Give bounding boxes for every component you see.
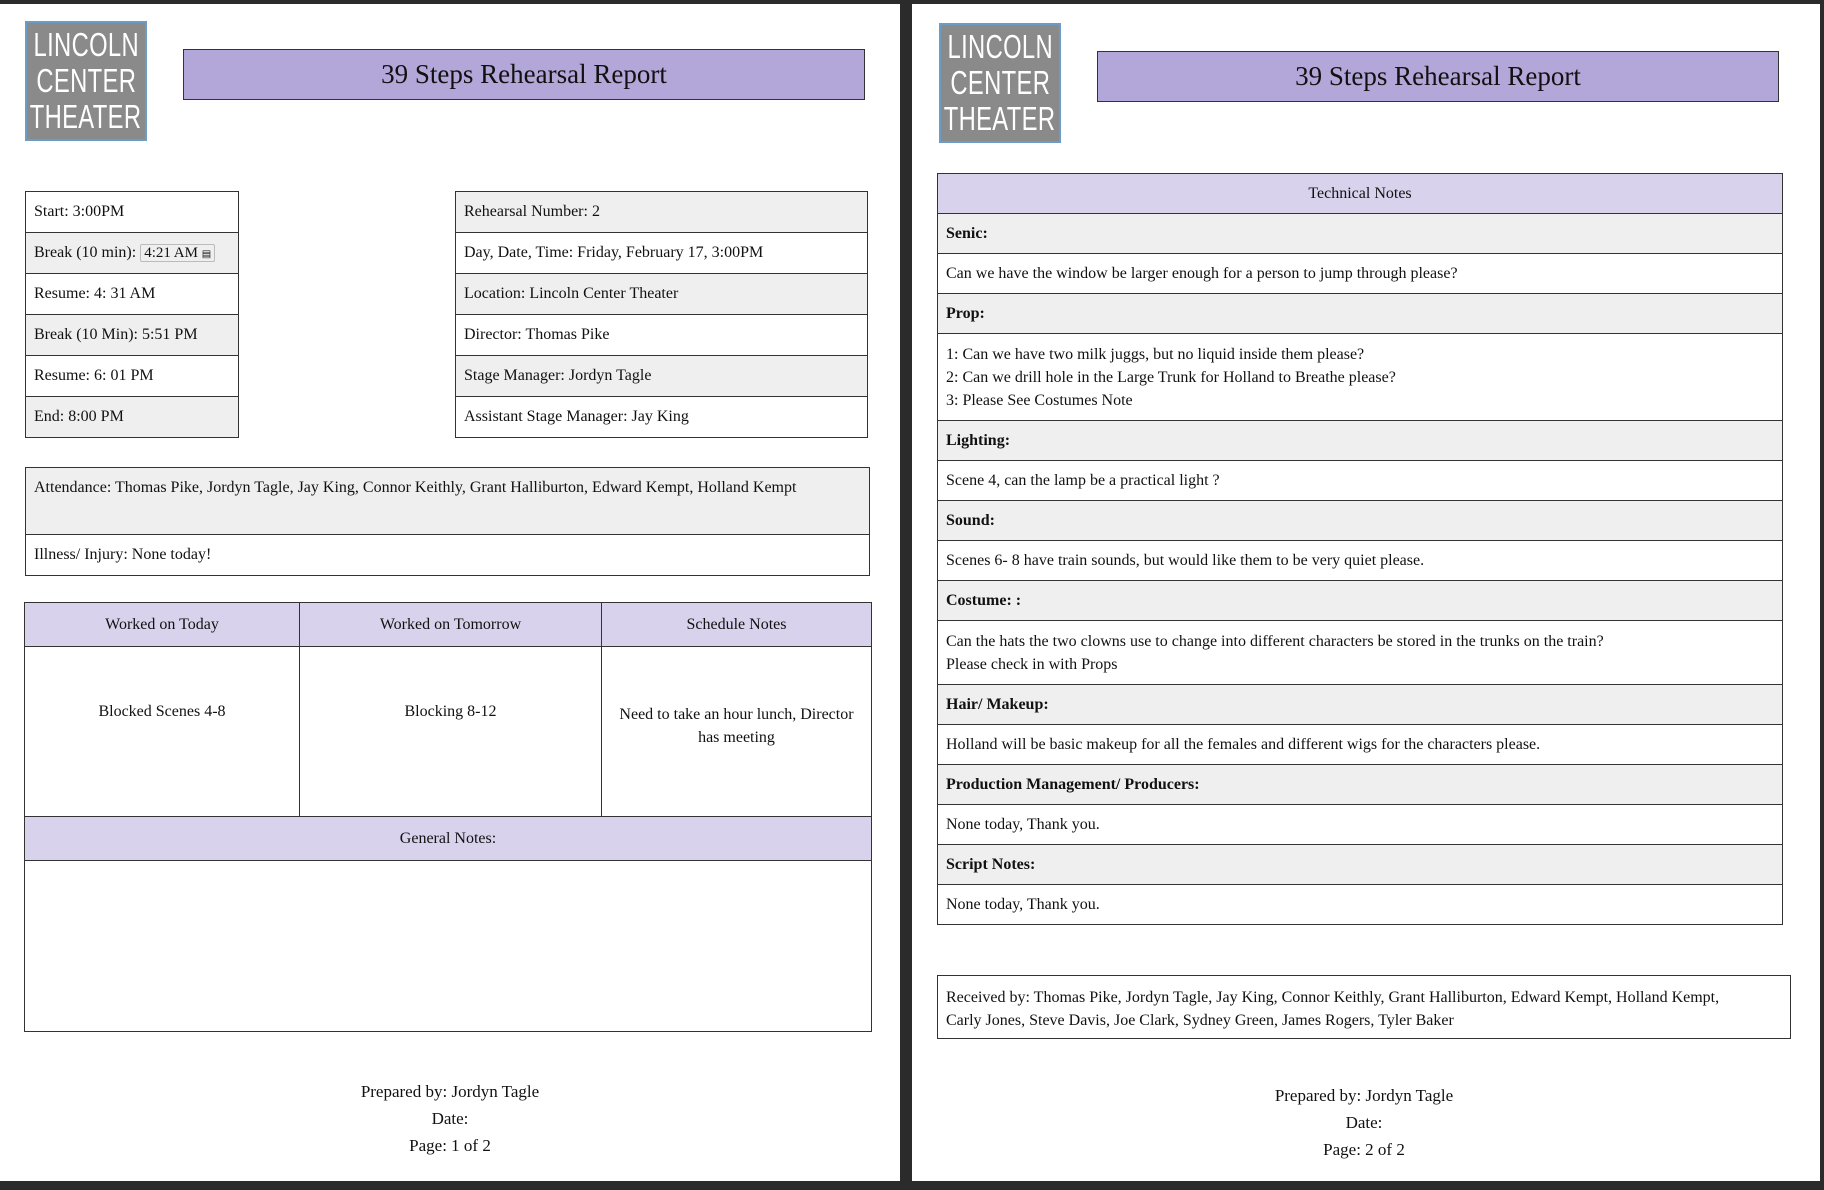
time-resume-1: Resume: 4: 31 AM — [26, 274, 239, 315]
attendance: Attendance: Thomas Pike, Jordyn Tagle, Jay King, Connor Keithly, Grant Halliburton, Edward Kempt, Holland Kempt — [26, 468, 870, 535]
lighting-note: Scene 4, can the lamp be a practical light ? — [938, 461, 1783, 501]
schedule-table — [24, 602, 872, 1032]
page-2-footer — [1214, 1082, 1514, 1163]
rehearsal-info-table — [455, 191, 868, 438]
break-time-picker[interactable]: 4:21 AM ▤ — [140, 244, 215, 262]
lincoln-center-theater-logo — [939, 23, 1061, 143]
assistant-stage-manager: Assistant Stage Manager: Jay King — [456, 397, 868, 438]
rehearsal-number: Rehearsal Number: 2 — [456, 192, 868, 233]
prop-label: Prop: — [938, 294, 1783, 334]
director: Director: Thomas Pike — [456, 315, 868, 356]
logo-line-1: LINCOLN — [947, 28, 1053, 65]
sound-note: Scenes 6- 8 have train sounds, but would like them to be very quiet please. — [938, 541, 1783, 581]
script-notes-note: None today, Thank you. — [938, 885, 1783, 925]
stage-manager: Stage Manager: Jordyn Tagle — [456, 356, 868, 397]
logo-line-2: CENTER — [950, 64, 1050, 101]
location: Location: Lincoln Center Theater — [456, 274, 868, 315]
time-end: End: 8:00 PM — [26, 397, 239, 438]
costume-label: Costume: : — [938, 581, 1783, 621]
costume-note-1: Can the hats the two clowns use to change into different characters be stored in the trunks on the train? — [946, 632, 1604, 650]
times-table — [25, 191, 239, 438]
attendance-table — [25, 467, 870, 576]
time-break-2: Break (10 Min): 5:51 PM — [26, 315, 239, 356]
footer-date: Date: — [431, 1109, 469, 1128]
senic-note: Can we have the window be larger enough for a person to jump through please? — [938, 254, 1783, 294]
hair-makeup-note: Holland will be basic makeup for all the females and different wigs for the characters please. — [938, 725, 1783, 765]
calendar-icon: ▤ — [201, 249, 212, 260]
footer-date: Date: — [1345, 1113, 1383, 1132]
page-number: Page: 1 of 2 — [409, 1136, 491, 1155]
lincoln-center-theater-logo — [25, 21, 147, 141]
logo-line-2: CENTER — [36, 62, 136, 99]
hair-makeup-label: Hair/ Makeup: — [938, 685, 1783, 725]
sound-label: Sound: — [938, 501, 1783, 541]
received-by-line-1: Received by: Thomas Pike, Jordyn Tagle, Jay King, Connor Keithly, Grant Halliburton, Edward Kempt, Holland Kempt, — [946, 989, 1720, 1006]
schedule-notes-header: Schedule Notes — [602, 603, 872, 647]
worked-tomorrow-cell: Blocking 8-12 — [300, 647, 602, 817]
illness-injury: Illness/ Injury: None today! — [26, 535, 870, 576]
schedule-notes-cell: Need to take an hour lunch, Director has meeting — [602, 647, 872, 817]
technical-notes-table — [937, 173, 1783, 925]
logo-line-1: LINCOLN — [33, 26, 139, 63]
general-notes-header: General Notes: — [25, 817, 872, 861]
prepared-by: Prepared by: Jordyn Tagle — [1274, 1086, 1454, 1105]
logo-line-3: THEATER — [30, 98, 142, 135]
production-management-label: Production Management/ Producers: — [938, 765, 1783, 805]
time-start: Start: 3:00PM — [26, 192, 239, 233]
report-page-2 — [912, 4, 1820, 1181]
prop-note-2: 2: Can we drill hole in the Large Trunk for Holland to Breathe please? — [946, 368, 1396, 386]
production-management-note: None today, Thank you. — [938, 805, 1783, 845]
report-page-1 — [0, 4, 900, 1181]
senic-label: Senic: — [938, 214, 1783, 254]
worked-today-cell: Blocked Scenes 4-8 — [25, 647, 300, 817]
prop-note-3: 3: Please See Costumes Note — [946, 391, 1133, 409]
prepared-by: Prepared by: Jordyn Tagle — [360, 1082, 540, 1101]
page-1-footer — [300, 1078, 600, 1159]
technical-notes-header: Technical Notes — [938, 174, 1783, 214]
logo-line-3: THEATER — [944, 100, 1056, 137]
general-notes-body — [25, 861, 872, 1032]
prop-note-1: 1: Can we have two milk juggs, but no liquid inside them please? — [946, 345, 1365, 363]
received-by-line-2: Carly Jones, Steve Davis, Joe Clark, Sydney Green, James Rogers, Tyler Baker — [946, 1012, 1454, 1029]
received-by — [937, 975, 1791, 1039]
report-title: 39 Steps Rehearsal Report — [183, 49, 865, 100]
day-date-time: Day, Date, Time: Friday, February 17, 3:00PM — [456, 233, 868, 274]
report-title: 39 Steps Rehearsal Report — [1097, 51, 1779, 102]
worked-tomorrow-header: Worked on Tomorrow — [300, 603, 602, 647]
worked-today-header: Worked on Today — [25, 603, 300, 647]
time-resume-2: Resume: 6: 01 PM — [26, 356, 239, 397]
costume-note-2: Please check in with Props — [946, 655, 1118, 673]
costume-notes — [938, 621, 1783, 685]
script-notes-label: Script Notes: — [938, 845, 1783, 885]
page-number: Page: 2 of 2 — [1323, 1140, 1405, 1159]
time-break-1: Break (10 min): 4:21 AM ▤ — [26, 233, 239, 274]
lighting-label: Lighting: — [938, 421, 1783, 461]
prop-notes — [938, 334, 1783, 421]
